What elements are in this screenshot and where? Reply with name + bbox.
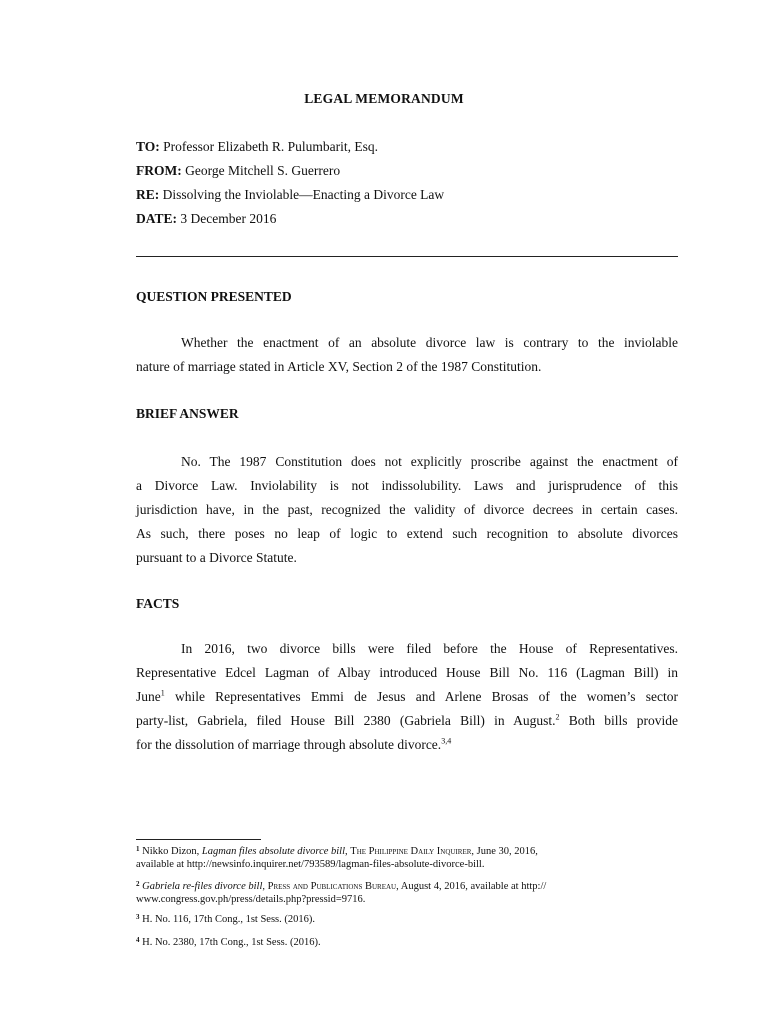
footnote-1-number: 1 <box>136 845 140 853</box>
footnote-3 <box>136 913 696 926</box>
facts-text: while Representatives Emmi de Jesus and Arlene Brosas of the women’s sector <box>164 689 678 704</box>
footnote-2-link[interactable]: www.congress.gov.ph/press/details.php?pressid=9716. <box>136 894 366 905</box>
question-line: Whether the enactment of an absolute divorce law is contrary to the inviolable <box>181 335 678 350</box>
footnote-2 <box>136 880 696 906</box>
footnote-1-author: Nikko Dizon, <box>139 846 202 857</box>
facts-text: for the dissolution of marriage through absolute divorce. <box>136 737 442 752</box>
footnote-2-line <box>136 880 696 893</box>
facts-heading: FACTS <box>136 596 180 611</box>
question-line: nature of marriage stated in Article XV, Section 2 of the 1987 Constitution. <box>136 359 542 374</box>
facts-line <box>136 733 678 757</box>
footnote-divider <box>136 839 261 840</box>
from-value: George Mitchell S. Guerrero <box>185 163 341 178</box>
header-divider <box>136 256 678 257</box>
re-label: RE: <box>136 187 160 202</box>
memo-from-line <box>136 163 340 179</box>
date-value: 3 December 2016 <box>180 211 277 226</box>
footnote-4-text: H. No. 2380, 17th Cong., 1st Sess. (2016). <box>139 937 321 948</box>
footnote-ref-3-4[interactable]: 3,4 <box>441 736 452 746</box>
footnote-2-separator: , <box>262 881 268 892</box>
memo-to-line <box>136 139 378 155</box>
facts-paragraph <box>136 637 678 757</box>
footnote-2-rest: , August 4, 2016, available at http:// <box>396 881 547 892</box>
footnote-1-source: The Philippine Daily Inquirer <box>350 846 472 857</box>
question-paragraph <box>136 331 678 379</box>
memo-title: LEGAL MEMORANDUM <box>304 91 464 106</box>
footnote-3-text: H. No. 116, 17th Cong., 1st Sess. (2016). <box>139 914 315 925</box>
brief-line: jurisdiction have, in the past, recognized the validity of divorce decrees in certain cases. <box>136 502 678 517</box>
facts-text: party-list, Gabriela, filed House Bill 2380 (Gabriela Bill) in August. <box>136 713 556 728</box>
footnote-1-link[interactable]: available at http://newsinfo.inquirer.net/793589/lagman-files-absolute-divorce-bill. <box>136 859 485 870</box>
footnote-2-source: Press and Publications Bureau <box>267 881 397 892</box>
footnote-1-rest: , June 30, 2016, <box>471 846 538 857</box>
facts-line: In 2016, two divorce bills were filed before the House of Representatives. <box>181 641 678 656</box>
to-value: Professor Elizabeth R. Pulumbarit, Esq. <box>163 139 378 154</box>
footnote-3-line <box>136 913 696 926</box>
memo-re-line <box>136 187 444 203</box>
brief-line: As such, there poses no leap of logic to extend such recognition to absolute divorces <box>136 526 678 541</box>
footnote-ref-1[interactable]: 1 <box>160 688 165 698</box>
question-heading: QUESTION PRESENTED <box>136 289 292 304</box>
footnote-4 <box>136 936 696 949</box>
memo-date-line <box>136 211 276 227</box>
facts-line <box>136 709 678 733</box>
footnote-ref-2[interactable]: 2 <box>555 712 560 722</box>
date-label: DATE: <box>136 211 178 226</box>
from-label: FROM: <box>136 163 182 178</box>
footnote-2-title: Gabriela re-files divorce bill <box>139 881 263 892</box>
footnote-1-line <box>136 845 696 858</box>
to-label: TO: <box>136 139 160 154</box>
facts-text: June <box>136 689 161 704</box>
facts-line: Representative Edcel Lagman of Albay introduced House Bill No. 116 (Lagman Bill) in <box>136 665 678 680</box>
brief-line: a Divorce Law. Inviolability is not indissolubility. Laws and jurisprudence of this <box>136 478 678 493</box>
facts-line <box>136 685 678 709</box>
re-value: Dissolving the Inviolable—Enacting a Divorce Law <box>162 187 445 202</box>
footnote-1 <box>136 845 696 871</box>
footnote-4-line <box>136 936 696 949</box>
brief-line: pursuant to a Divorce Statute. <box>136 550 297 565</box>
facts-text: Both bills provide <box>559 713 678 728</box>
brief-line: No. The 1987 Constitution does not explicitly proscribe against the enactment of <box>181 454 678 469</box>
footnote-3-number: 3 <box>136 913 140 921</box>
brief-paragraph <box>136 450 678 570</box>
footnote-2-number: 2 <box>136 880 140 888</box>
footnote-1-separator: , <box>345 846 351 857</box>
footnote-1-title: Lagman files absolute divorce bill <box>201 846 346 857</box>
footnote-4-number: 4 <box>136 936 140 944</box>
brief-heading: BRIEF ANSWER <box>136 406 239 421</box>
